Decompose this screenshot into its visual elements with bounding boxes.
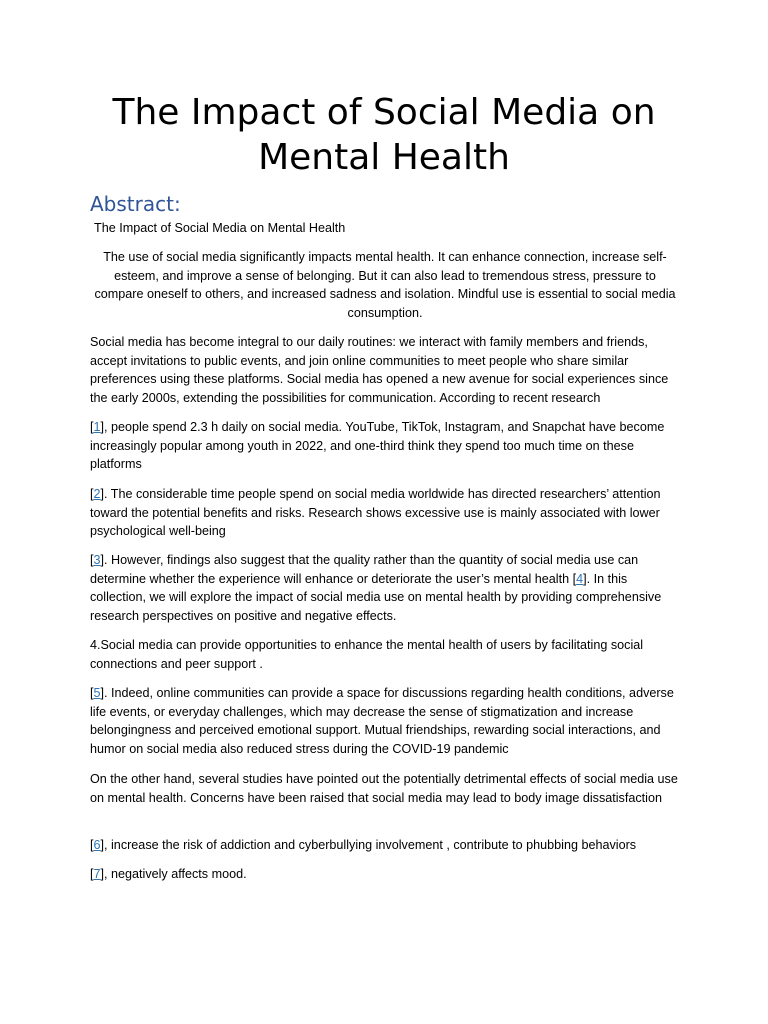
bracket-text: [: [90, 553, 94, 567]
citation-link-3[interactable]: 3: [93, 553, 101, 567]
document-title: The Impact of Social Media on Mental Health: [112, 92, 656, 178]
citation-link-2[interactable]: 2: [93, 487, 101, 501]
bracket-text: [: [90, 838, 94, 852]
paragraph-text: ], increase the risk of addiction and cyberbullying involvement , contribute to phubbing behaviors: [100, 838, 637, 852]
bracket-text: [: [90, 686, 94, 700]
paragraph-ref-1: [90, 418, 680, 474]
bracket-text: [: [90, 420, 94, 434]
paragraph-text: ], people spend 2.3 h daily on social media. YouTube, TikTok, Instagram, and Snapchat have become increasingly popular among youth in 2022, and one-third think they spend too much time on these platforms: [90, 420, 665, 472]
paragraph-intro: Social media has become integral to our daily routines: we interact with family members and friends, accept invitations to public events, and join online communities to meet people who share similar preferences using these platforms. Social media has opened a new avenue for social experiences since the early 2000s, extending the possibilities for communication. According to recent research: [90, 335, 669, 406]
paragraph-text: ]. In this collection, we will explore the impact of social media use on mental health by providing comprehensive research perspectives on positive and negative effects.: [90, 571, 662, 624]
abstract-heading: Abstract:: [90, 192, 181, 216]
paragraph-text: ]. The considerable time people spend on social media worldwide has directed researchers’ attention toward the potential benefits and risks. Research shows excessive use is mainly associated with lower psychological well-being: [90, 487, 661, 539]
citation-link-5[interactable]: 5: [93, 686, 101, 700]
citation-link-4[interactable]: 4: [576, 571, 584, 586]
paragraph-ref-5: [90, 684, 680, 759]
citation-link-6[interactable]: 6: [93, 838, 101, 852]
paragraph-ref-2: [90, 485, 680, 541]
paragraph-ref-7: [90, 865, 680, 884]
paragraph-text: ], negatively affects mood.: [100, 867, 247, 881]
paragraph-detrimental: On the other hand, several studies have pointed out the potentially detrimental effects of social media use on mental health. Concerns have been raised that social media may lead to body image dissatisfaction: [90, 772, 678, 805]
bracket-text: [: [90, 487, 94, 501]
paragraph-opportunities: 4.Social media can provide opportunities to enhance the mental health of users by facilitating social connections and peer support .: [90, 638, 644, 671]
paragraph-text: ]. Indeed, online communities can provide a space for discussions regarding health conditions, adverse life events, or everyday challenges, which may decrease the sense of stigmatization and increase belongingness and perceived emotional support. Mutual friendships, rewarding social interactions, and humor on social media also reduced stress during the COVID-19 pandemic: [90, 686, 674, 757]
abstract-paragraph: The use of social media significantly impacts mental health. It can enhance connection, increase self-esteem, and improve a sense of belonging. But it can also lead to tremendous stress, pressure to compare oneself to others, and increased sadness and isolation. Mindful use is essential to social media consumption.: [94, 250, 676, 321]
abstract-subtitle: The Impact of Social Media on Mental Health: [94, 221, 346, 235]
citation-link-7[interactable]: 7: [93, 867, 101, 881]
paragraph-text: ]. However, findings also suggest that the quality rather than the quantity of social media use can determine whether the experience will enhance or deteriorate the user’s mental health [: [90, 553, 639, 586]
paragraph-ref-3: [90, 551, 680, 626]
citation-link-1[interactable]: 1: [93, 420, 101, 434]
paragraph-ref-6: [90, 836, 680, 855]
bracket-text: [: [90, 867, 94, 881]
